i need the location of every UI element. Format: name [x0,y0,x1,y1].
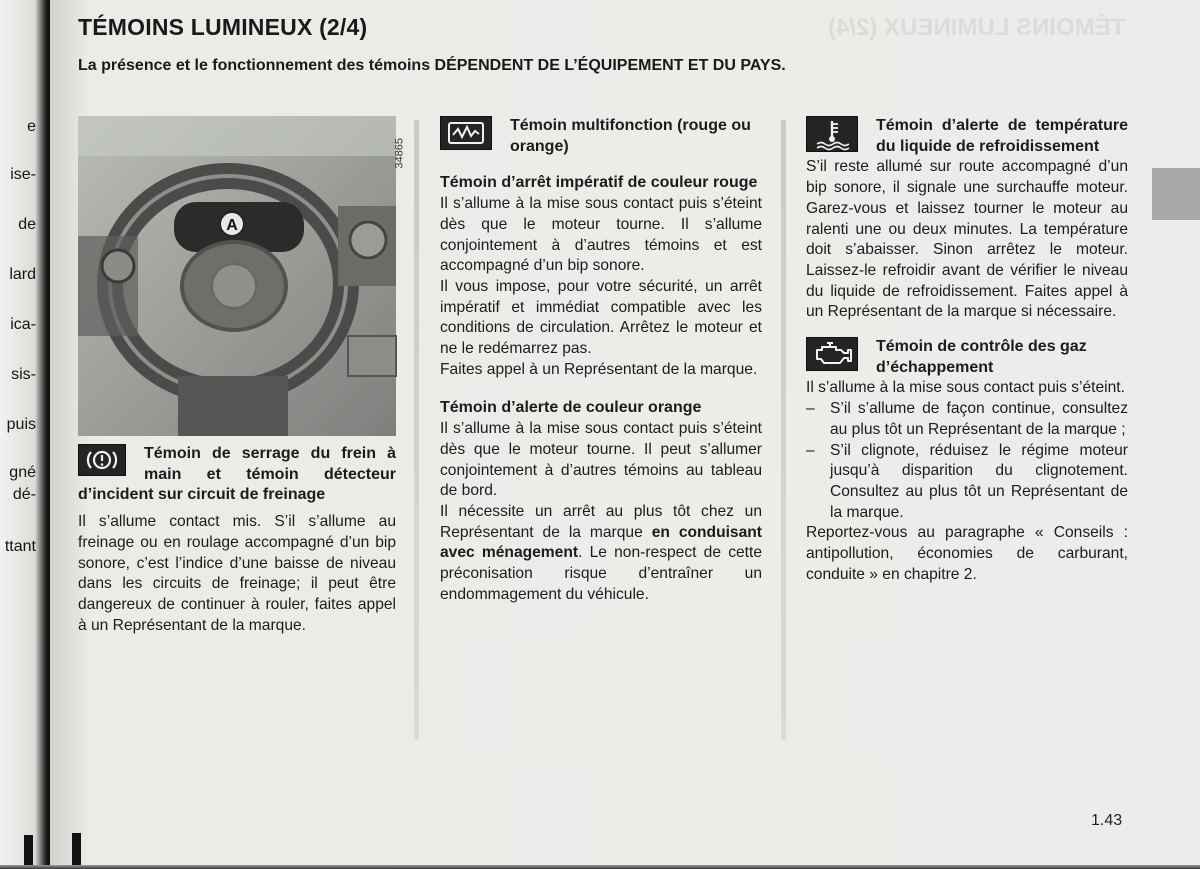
orange-warning-emphasis: en conduisant avec ménagement [440,523,762,562]
column-right [806,116,1128,585]
adjacent-page-strip [0,0,50,869]
list-dash: – [806,441,815,459]
red-warning-text-2: Il vous impose, pour votre sécurité, un arrêt impératif et immédiat compatible avec les conditions de circulation. Arrêtez le moteur et ne le redémarrez pas. [440,277,762,358]
brake-warning-icon [78,444,126,476]
engine-check-icon [806,337,858,371]
adjacent-page-word: ica- [10,316,36,333]
page-number: 1.43 [1091,812,1123,829]
coolant-warning-text: S’il reste allumé sur route accompagné d’un bip sonore, il signale une surchauffe moteur. Garez-vous et laissez tourner le moteur au ralenti une ou deux minutes. La température doit s’abaisser. Sinon arrêtez le moteur. Laissez-le refroidir avant de vérifier le niveau du liquide de refroidissement. Faites appel à un Représentant de la marque si nécessaire. [806,158,1128,321]
multifunction-warning-heading: Témoin multifonction (rouge ou orange) [510,117,751,155]
coolant-temperature-icon [806,116,858,152]
brake-warning-text: Il s’allume contact mis. S’il s’allume au freinage ou en roulage accompagné d’un bip sonore, c’est l’indice d’une baisse de niveau dans les circuits de freinage; il peut être dangereux de continuer à rouler, faites appel à un Représentant de la marque. [78,513,396,634]
photo-marker-label: A [226,217,238,234]
coolant-warning-heading: Témoin d’alerte de température du liquide de refroidissement [876,117,1128,155]
adjacent-page-word: ise- [10,166,36,183]
page-bottom-edge [0,865,1200,869]
exhaust-warning-heading: Témoin de contrôle des gaz d’échappement [876,338,1087,376]
page-subtitle: La présence et le fonctionnement des témoins DÉPENDENT DE L’ÉQUIPEMENT ET DU PAYS. [78,57,786,74]
multifunction-warning-icon [440,116,492,150]
multifunction-warning-block [440,116,762,157]
list-item [806,441,1128,524]
exhaust-item-continuous: S’il s’allume de façon continue, consultez au plus tôt un Représentant de la marque ; [830,400,1128,438]
red-warning-text-1: Il s’allume à la mise sous contact puis s’éteint dès que le moteur tourne. Il s’allume conjointement à d’autres témoins et est accompagné d’un bip sonore. [440,195,762,275]
steering-wheel-illustration [78,116,396,436]
orange-warning-text-2b: . Le non-respect de cette préconisation risque d’entraîner un endommagement du véhicule. [440,544,762,603]
adjacent-page-word: ttant [4,538,36,555]
exhaust-warning-text: Il s’allume à la mise sous contact puis s’éteint. [806,379,1125,397]
red-warning-subheading: Témoin d’arrêt impératif de couleur rouge [440,174,758,192]
photo-reference-number: 34865 [394,138,406,169]
column-divider [414,120,419,740]
exhaust-item-flashing: S’il clignote, réduisez le régime moteur jusqu’à disparition du clignotement. Consultez au plus tôt un Représentant de la marque. [830,441,1128,521]
list-dash: – [806,400,815,418]
adjacent-page-word: dé- [12,486,36,503]
chapter-tab [1152,168,1200,220]
dashboard-photo [78,116,406,436]
orange-warning-subheading: Témoin d’alerte de couleur orange [440,399,702,417]
adjacent-page-word: puis [6,416,36,433]
show-through-title: TÉMOINS LUMINEUX (2/4) [828,14,1126,41]
brake-warning-block [78,444,396,506]
adjacent-page-word: de [18,216,36,233]
column-middle [440,116,762,605]
brake-warning-heading: Témoin de serrage du frein à main et témoin détecteur d’incident sur circuit de freinage [78,445,396,504]
coolant-warning-block [806,116,1128,157]
page-title: TÉMOINS LUMINEUX (2/4) [78,14,368,40]
exhaust-footer-text: Reportez-vous au paragraphe « Conseils : antipollution, économies de carburant, conduite » en chapitre 2. [806,524,1128,583]
red-warning-text-3: Faites appel à un Représentant de la marque. [440,360,758,378]
exhaust-warning-block [806,337,1128,378]
orange-warning-text-2 [440,502,762,606]
adjacent-page-word: gné [9,464,36,481]
adjacent-page-word: sis- [11,366,36,383]
adjacent-page-word: lard [9,266,36,283]
list-item [806,399,1128,440]
adjacent-page-word: e [27,118,36,135]
column-left [78,116,406,636]
orange-warning-text-2a: Il nécessite un arrêt au plus tôt chez un Représentant de la marque [440,502,762,541]
column-divider [781,120,786,740]
orange-warning-text-1: Il s’allume à la mise sous contact puis s’éteint dès que le moteur tourne. Il peut s’allumer conjointement à d’autres témoins au tableau de bord. [440,420,762,500]
